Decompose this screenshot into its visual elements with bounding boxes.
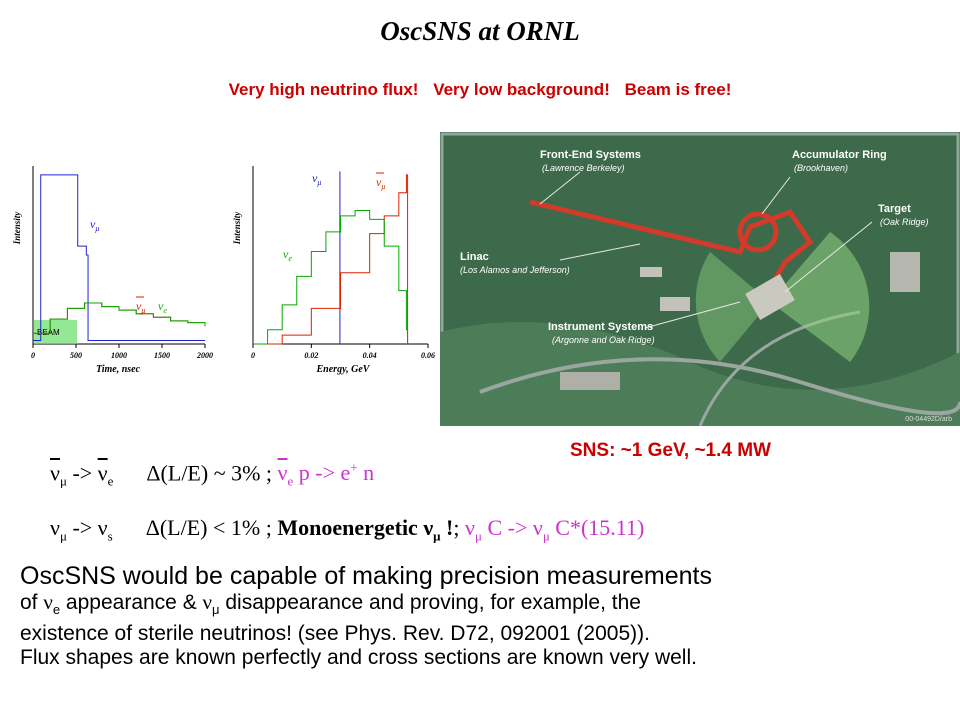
legend-nu-mu: $\nu_\mu$ [90,217,100,233]
x-tick-label: 0.06 [421,351,435,360]
map-label-target: Target [878,203,911,215]
legend-nu-mu: $\nu_\mu$ [312,171,322,187]
summary-appearance: appearance & [60,591,203,614]
sns-site-map [440,132,960,426]
summary-nu-1: ν [43,590,53,614]
summary-of: of [20,591,44,614]
reaction-nu-2: ν [532,515,543,540]
map-sub-linac: (Los Alamos and Jefferson) [460,265,570,275]
legend-nu-e: $\nu_e$ [283,247,292,263]
reaction-mu-2: μ [542,528,550,544]
sns-caption: SNS: ~1 GeV, ~1.4 MW [570,440,771,461]
delta-le: Δ(L/E) ~ 3% ; [146,460,278,486]
series-line-e-2 [253,211,408,345]
reaction-mu-1: μ [474,528,482,544]
beam-label: BEAM [37,328,60,337]
oscillation-line-2 [50,515,644,544]
semicolon: ; [453,515,465,540]
tagline-flux: Very high neutrino flux! [228,80,419,99]
map-sub-target: (Oak Ridge) [880,217,929,227]
arrow: -> [66,515,98,540]
legend-anti-nu-mu: $\nu_\mu$ [136,299,146,315]
summary-line-4: Flux shapes are known perfectly and cross sections are known very well. [20,646,697,670]
reaction-nu-1: ν [465,515,475,540]
x-tick-label: 0 [251,351,255,360]
chart-xlabel: Time, nsec [95,364,141,375]
energy-spectrum-chart [228,158,440,380]
delta-le: Δ(L/E) < 1% ; [145,515,278,540]
summary-e: e [52,602,61,618]
summary-nu-2: ν [202,590,213,614]
map-sub-instrument: (Argonne and Oak Ridge) [552,335,655,345]
legend-anti-nu-mu: $\nu_\mu$ [376,175,386,191]
tagline-background: Very low background! [433,80,610,99]
reaction-mid: C -> [481,515,533,540]
x-tick-label: 0 [31,351,35,360]
x-tick-label: 0.04 [362,351,377,360]
summary-line-2 [20,590,960,622]
reaction-end: C*(15.11) [549,515,645,540]
summary-paragraph [20,562,960,670]
map-credit: 00-04492D/arb [905,416,952,423]
tagline [0,80,960,100]
map-label-frontend: Front-End Systems [540,149,641,161]
chart-xlabel: Energy, GeV [316,364,370,375]
time-spectrum-chart [8,158,228,380]
x-tick-label: 500 [70,351,82,360]
summary-disappearance: disappearance and proving, for example, the [219,591,641,614]
building-2 [640,267,662,277]
symbol-mu: μ [59,528,67,544]
map-sub-frontend: (Lawrence Berkeley) [542,163,625,173]
map-label-instrument: Instrument Systems [548,321,654,333]
chart-ylabel: Intensity [12,211,22,245]
symbol-nu: $\overline{\nu}$ [50,460,60,486]
series-line--0 [33,175,205,341]
chart-ylabel: Intensity [232,211,242,245]
mono-mu: μ [433,528,441,544]
mono-end: ! [440,515,454,540]
map-sub-ring: (Brookhaven) [794,163,849,173]
x-tick-label: 1000 [111,351,127,360]
reaction-end: n [357,460,375,486]
series-line-anti-1 [253,175,408,344]
symbol-nu: ν [97,515,108,540]
symbol-nu: ν [50,515,60,540]
reaction-nu: $\overline{\nu}$ [277,460,288,486]
x-tick-label: 0.02 [304,351,319,360]
mono-nu: ν [423,515,434,540]
reaction-e: e [287,473,294,489]
reaction-mid: p -> e [293,460,351,486]
symbol-e: e [107,473,114,489]
summary-line-1: OscSNS would be capable of making precision measurements [20,562,713,590]
summary-line-3: existence of sterile neutrinos! (see Phys. Rev. D72, 092001 (2005)). [20,622,650,646]
map-label-linac: Linac [460,251,489,263]
reaction-plus: + [350,460,358,475]
monoenergetic: Monoenergetic [277,515,424,540]
building-3 [890,252,920,292]
x-tick-label: 2000 [197,351,213,360]
x-tick-label: 1500 [154,351,170,360]
tagline-beam: Beam is free! [624,80,732,99]
symbol-nu: $\overline{\nu}$ [97,460,108,486]
legend-nu-e: $\nu_e$ [158,299,167,315]
oscillation-line-1 [50,460,374,490]
building-1 [660,297,690,311]
page-title: OscSNS at ORNL [380,16,580,46]
arrow: -> [66,460,98,486]
symbol-mu: μ [59,473,67,489]
map-label-ring: Accumulator Ring [792,149,887,161]
symbol-s: s [107,528,113,544]
summary-mu: μ [212,602,220,618]
building-4 [560,372,620,390]
